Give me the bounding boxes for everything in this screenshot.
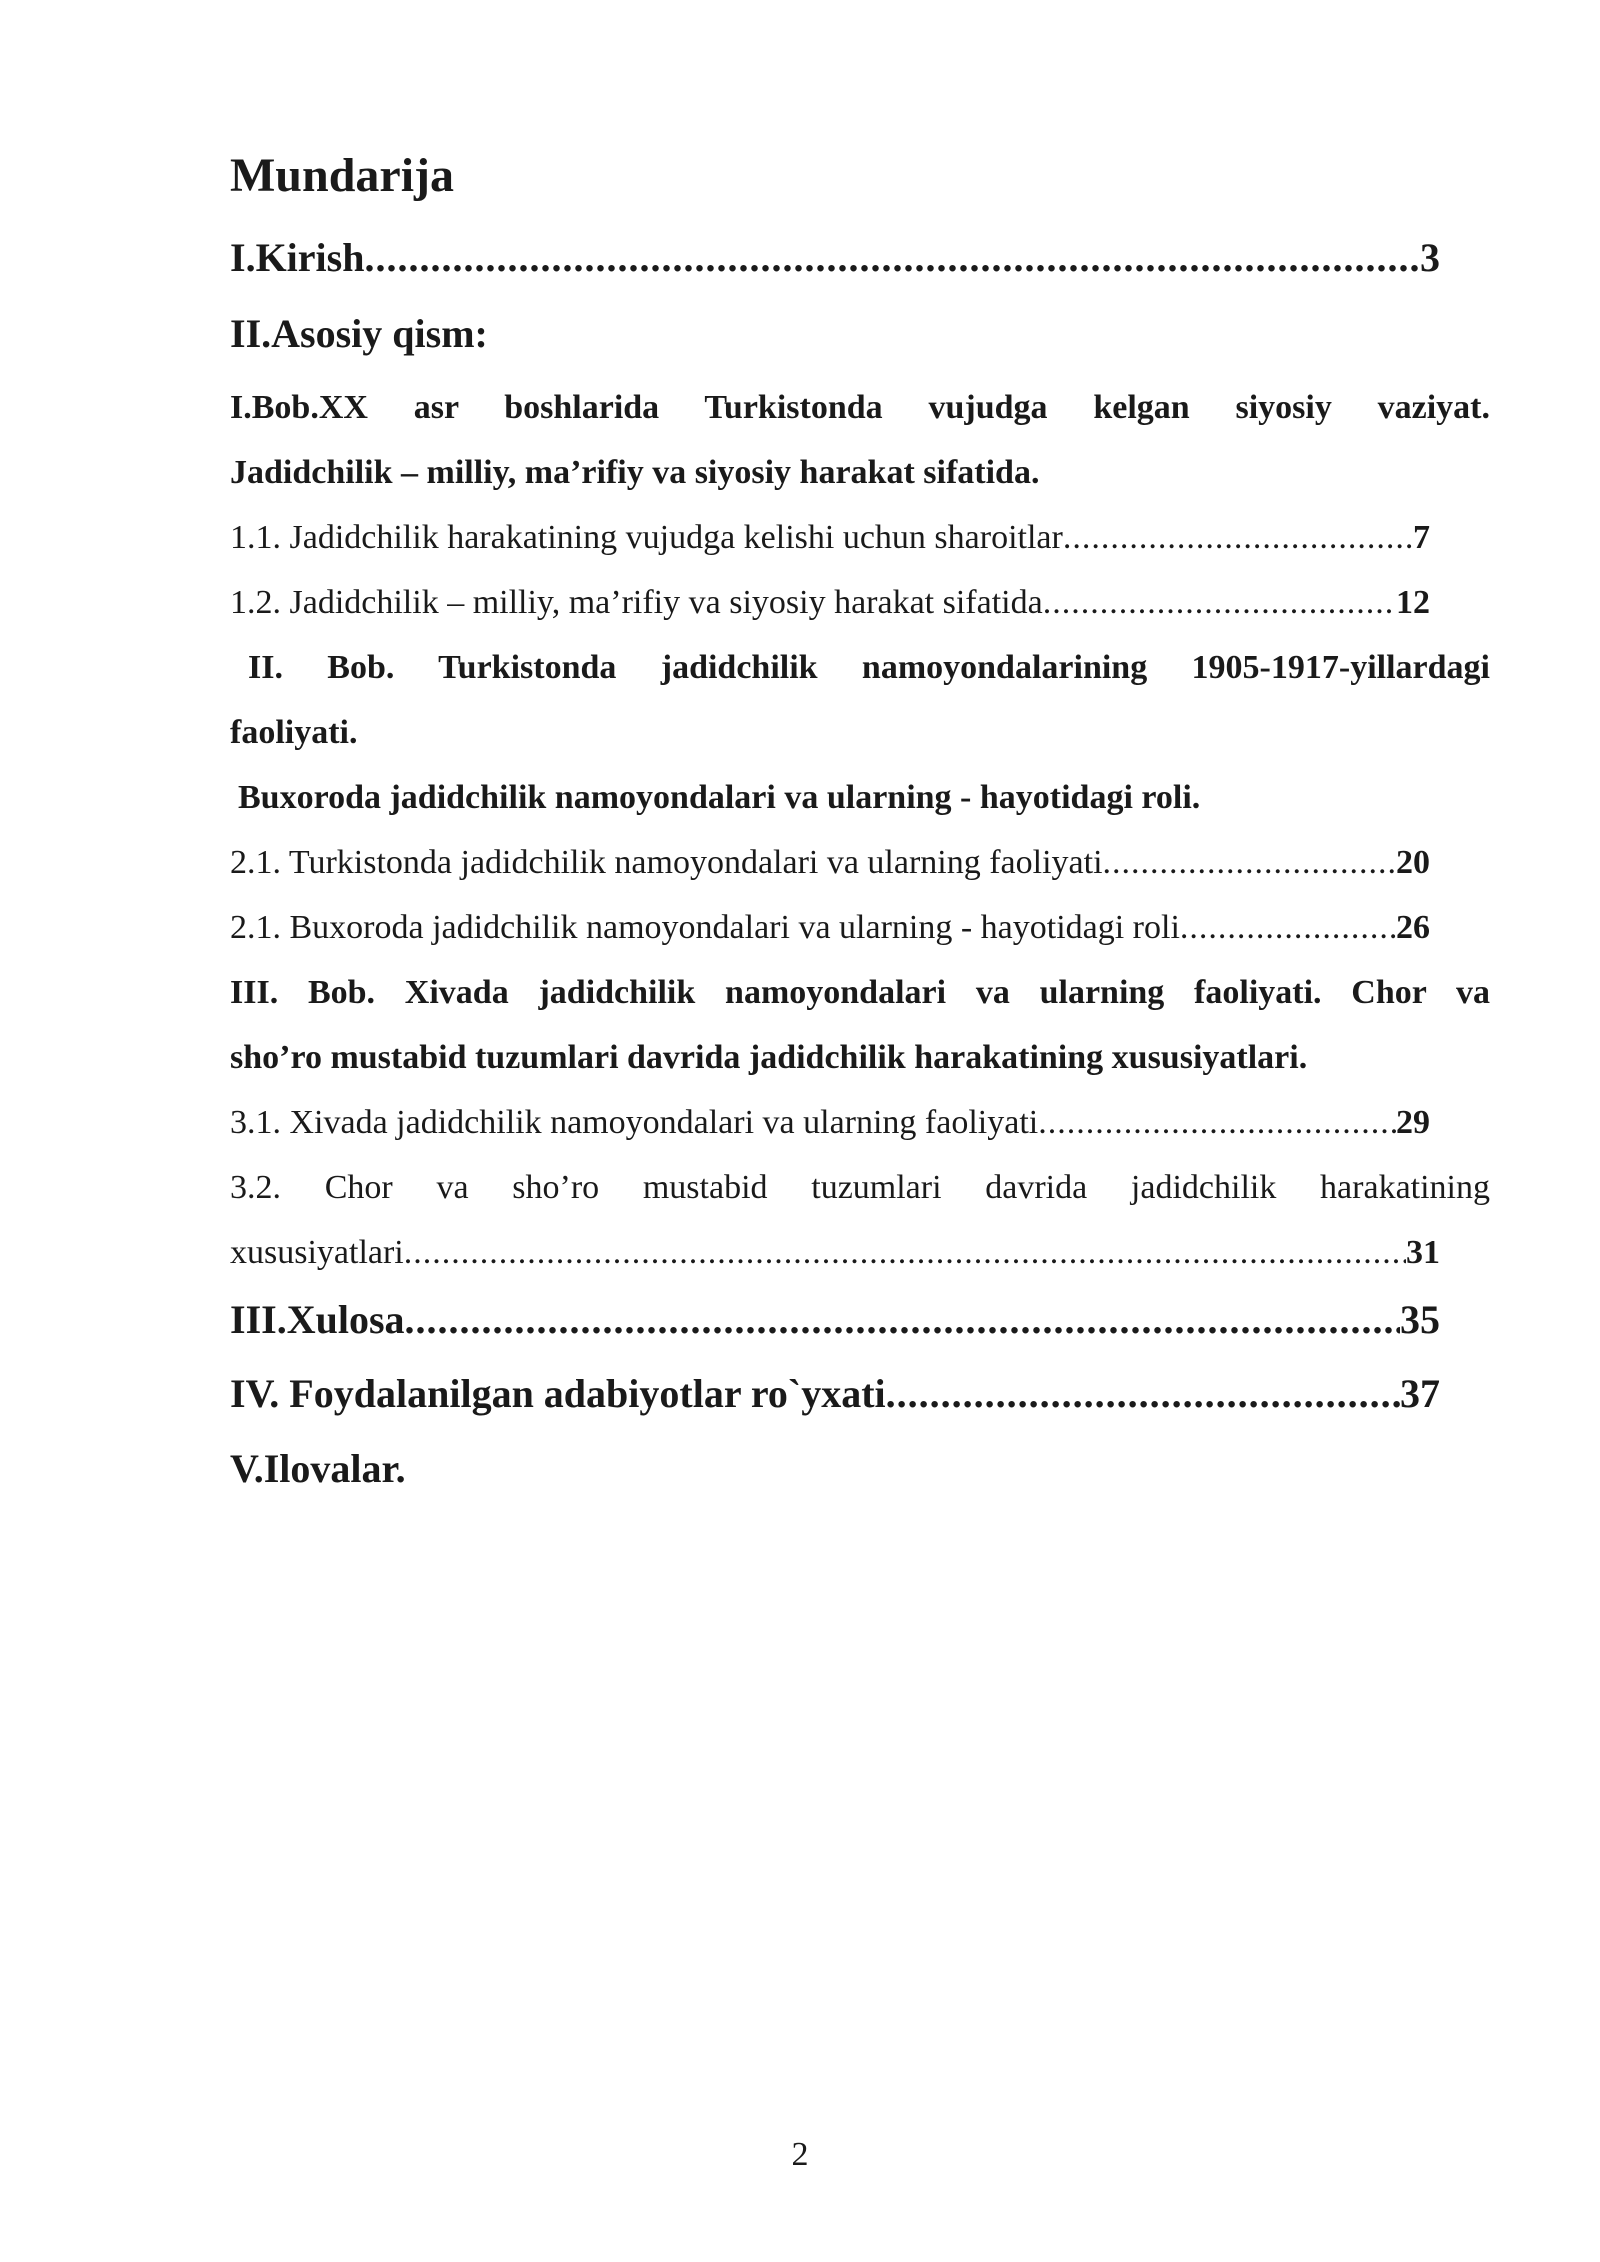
toc-entry-ilovalar: V.Ilovalar. [230,1446,406,1491]
dot-leader [364,236,1420,280]
toc-page-number: 20 [1396,844,1430,881]
toc-page-number: 37 [1400,1371,1440,1416]
toc-entry-label: III.Xulosa [230,1297,405,1342]
toc-entry-label: 2.1. Turkistonda jadidchilik namoyondalari va ularning faoliyati [230,844,1103,881]
dot-leader [1103,841,1396,885]
toc-entry-2-2 [230,906,1430,950]
toc-page-number: 31 [1406,1234,1440,1271]
toc-chapter-2-line-3: Buxoroda jadidchilik namoyondalari va ularning - hayotidagi roli. [238,779,1201,816]
toc-page-number: 7 [1413,519,1430,556]
toc-entry-1-2 [230,581,1430,625]
dot-leader [1038,1101,1396,1145]
toc-entry-3-2-line-1: 3.2. Chor va sho’ro mustabid tuzumlari davrida jadidchilik harakatining [230,1169,1490,1206]
toc-entry-label: xususiyatlari [230,1234,404,1271]
toc-chapter-1-line-1: I.Bob.XX asr boshlarida Turkistonda vujudga kelgan siyosiy vaziyat. [230,389,1490,426]
dot-leader [405,1295,1400,1345]
toc-entry-kirish [230,236,1440,280]
toc-chapter-3-line-1: III. Bob. Xivada jadidchilik namoyondalari va ularning faoliyati. Chor va [230,974,1490,1011]
toc-entry-label: IV. Foydalanilgan adabiyotlar ro`yxati [230,1371,886,1416]
toc-entry-label: 1.2. Jadidchilik – milliy, ma’rifiy va siyosiy harakat sifatida [230,584,1043,621]
toc-page-number: 3 [1420,235,1440,280]
toc-entry-xulosa [230,1295,1440,1345]
toc-chapter-2-line-1: II. Bob. Turkistonda jadidchilik namoyondalarining 1905-1917-yillardagi [248,649,1490,686]
toc-entry-3-1 [230,1101,1430,1145]
toc-page-number: 26 [1396,909,1430,946]
toc-entry-label: I.Kirish [230,235,365,280]
dot-leader [404,1231,1406,1275]
toc-chapter-1-line-2: Jadidchilik – milliy, ma’rifiy va siyosiy harakat sifatida. [230,454,1040,491]
toc-title: Mundarija [230,149,455,202]
toc-section-asosiy: II.Asosiy qism: [230,311,488,356]
toc-page-number: 35 [1400,1297,1440,1342]
toc-entry-label: 3.1. Xivada jadidchilik namoyondalari va ularning faoliyati [230,1104,1039,1141]
toc-chapter-2-line-2: faoliyati. [230,714,358,751]
toc-page-number: 12 [1396,584,1430,621]
toc-chapter-3-line-2: sho’ro mustabid tuzumlari davrida jadidchilik harakatining xususiyatlari. [230,1039,1308,1076]
toc-entry-1-1 [230,516,1430,560]
toc-entry-adabiyotlar [230,1369,1440,1419]
dot-leader [1043,581,1396,625]
toc-entry-3-2 [230,1231,1440,1275]
page-number: 2 [791,2136,809,2173]
dot-leader [1180,906,1396,950]
toc-page-number: 29 [1396,1104,1430,1141]
toc-entry-label: 2.1. Buxoroda jadidchilik namoyondalari va ularning - hayotidagi roli [230,909,1180,946]
toc-entry-label: 1.1. Jadidchilik harakatining vujudga kelishi uchun sharoitlar [230,519,1063,556]
dot-leader [886,1369,1400,1419]
dot-leader [1063,516,1413,560]
toc-entry-2-1 [230,841,1430,885]
